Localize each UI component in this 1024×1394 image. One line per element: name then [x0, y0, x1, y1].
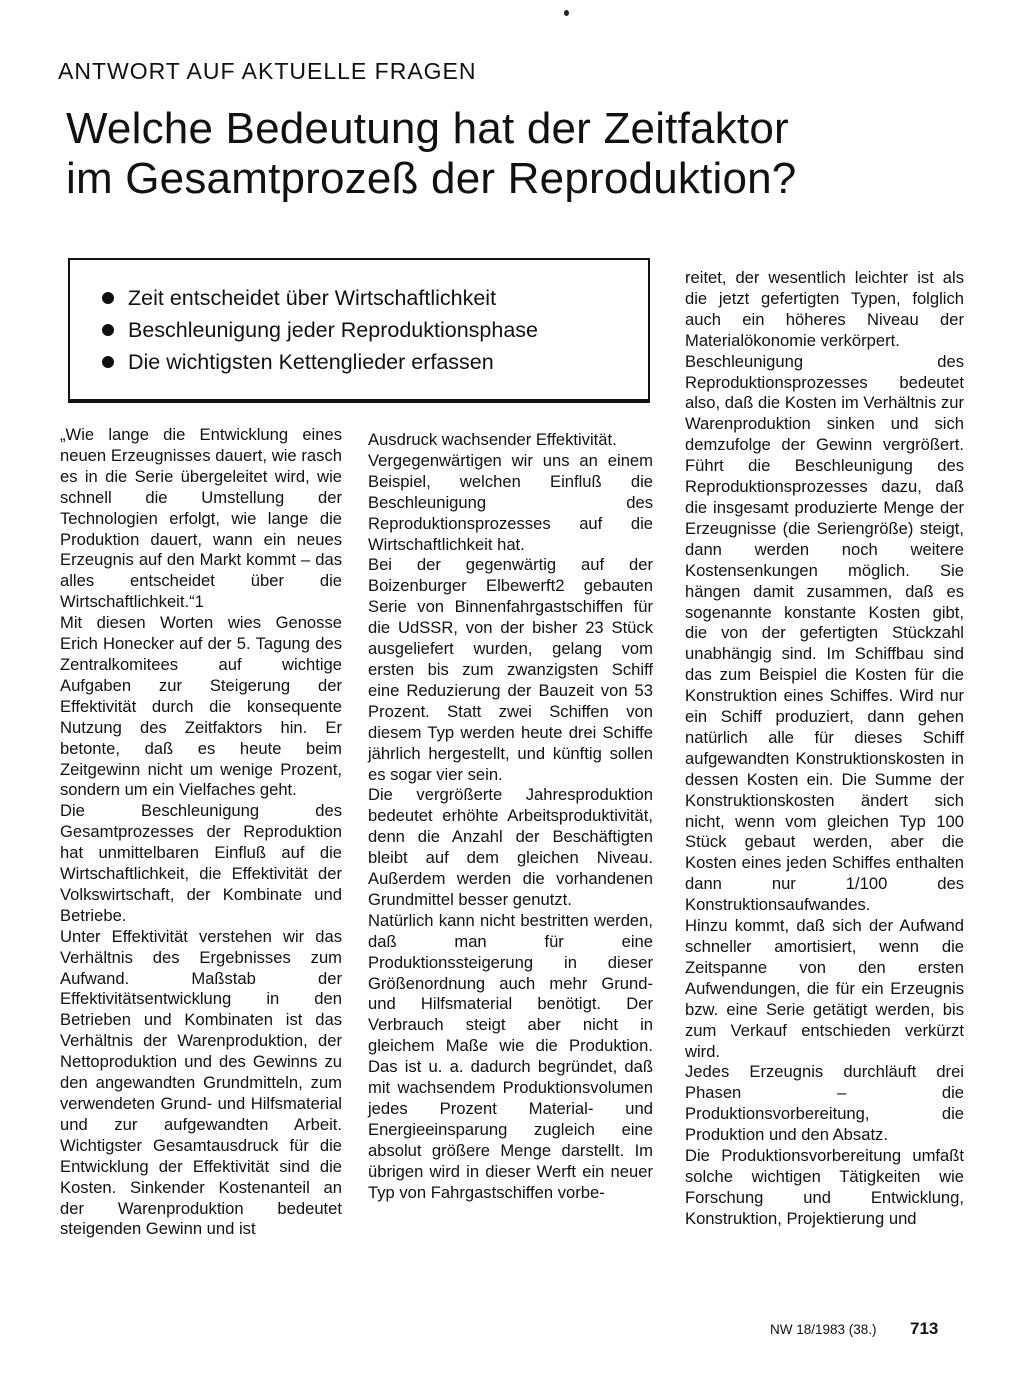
- text-column-1: [60, 425, 342, 1240]
- text-column-3: [685, 268, 964, 1230]
- paragraph: Die Beschleunigung des Gesamtprozesses der Reproduktion hat unmittelbaren Einfluß auf die Wirtschaftlichkeit, die Effektivität der Volkswirtschaft, der Kombinate und Betriebe.: [60, 801, 342, 925]
- highlight-text: Die wichtigsten Kettenglieder erfassen: [128, 349, 494, 374]
- highlight-item: [102, 346, 648, 378]
- bullet-icon: [102, 324, 114, 336]
- article-headline: [66, 104, 966, 204]
- headline-line-2: im Gesamtprozeß der Reproduktion?: [66, 154, 797, 203]
- page-number: 713: [910, 1319, 939, 1338]
- paragraph: Die Produktionsvorbereitung umfaßt solche wichtigen Tätigkeiten wie Forschung und Entwicklung, Konstruktion, Projektierung und: [685, 1146, 964, 1228]
- section-kicker: ANTWORT AUF AKTUELLE FRAGEN: [58, 58, 477, 84]
- bullet-icon: [102, 292, 114, 304]
- paragraph: Bei der gegenwärtig auf der Boizenburger Elbewerft2 gebauten Serie von Binnenfahrgastschiffen für die UdSSR, von der bisher 23 Stück ausgeliefert wurden, gelang vom ersten bis zum zwanzigsten Schiff eine Reduzierung der Bauzeit von 53 Prozent. Statt zwei Schiffen von diesem Typ werden heute drei Schiffe jährlich hergestellt, und künftig sollen es sogar vier sein.: [368, 555, 653, 784]
- highlight-item: [102, 314, 648, 346]
- text-column-2: [368, 430, 653, 1204]
- paragraph: Unter Effektivität verstehen wir das Verhältnis des Ergebnisses zum Aufwand. Maßstab der Effektivitätsentwicklung in den Betrieben und Kombinaten ist das Verhältnis der Warenproduktion, der Nettoproduktion und des Gewinns zu den angewandten Grundmitteln, zum verwendeten Grund- und Hilfsmaterial und zur aufgewandten Arbeit. Wichtigster Gesamtausdruck für die Entwicklung der Effektivität sind die Kosten. Sinkender Kostenanteil an der Warenproduktion bedeutet steigenden Gewinn und ist: [60, 926, 342, 1239]
- print-speck: [564, 10, 569, 16]
- paragraph: Ausdruck wachsender Effektivität.: [368, 430, 617, 449]
- highlight-item: [102, 282, 648, 314]
- paragraph: Jedes Erzeugnis durchläuft drei Phasen – die Produktionsvorbereitung, die Produktion und den Absatz.: [685, 1062, 964, 1145]
- highlight-text: Zeit entscheidet über Wirtschaftlichkeit: [128, 285, 497, 310]
- paragraph: Vergegenwärtigen wir uns an einem Beispiel, welchen Einfluß die Beschleunigung des Reproduktionsprozesses auf die Wirtschaftlichkeit hat.: [368, 450, 653, 554]
- paragraph: Hinzu kommt, daß sich der Aufwand schneller amortisiert, wenn die Zeitspanne von den ersten Aufwendungen, die für ein Erzeugnis bzw. eine Serie getätigt werden, bis zum Verkauf entschieden verkürzt wird.: [685, 916, 964, 1061]
- paragraph: Mit diesen Worten wies Genosse Erich Honecker auf der 5. Tagung des Zentralkomitees auf wichtige Aufgaben zur Steigerung der Effektivität durch die konsequente Nutzung des Zeitfaktors hin. Er betonte, daß es heute beim Zeitgewinn nicht um wenige Prozent, sondern um ein Vielfaches geht.: [60, 613, 342, 800]
- headline-line-1: Welche Bedeutung hat der Zeitfaktor: [66, 104, 789, 153]
- highlight-text: Beschleunigung jeder Reproduktionsphase: [128, 317, 538, 342]
- paragraph: Natürlich kann nicht bestritten werden, daß man für eine Produktionssteigerung in dieser Größenordnung auch mehr Grund- und Hilfsmaterial benötigt. Der Verbrauch steigt aber nicht in gleichem Maße wie die Produktion. Das ist u. a. dadurch begründet, daß mit wachsendem Produktionsvolumen jedes Prozent Material- und Energieeinsparung zugleich eine absolut größere Menge darstellt. Im übrigen wird in dieser Werft ein neuer Typ von Fahrgastschiffen vorbe-: [368, 910, 653, 1202]
- highlights-box: [68, 258, 650, 403]
- paragraph: „Wie lange die Entwicklung eines neuen Erzeugnisses dauert, wie rasch es in die Serie übergeleitet wird, wie schnell die Umstellung der Technologien erfolgt, wie lange die Produktion dauert, wann ein neues Erzeugnis auf den Markt kommt – das alles entscheidet über die Wirtschaftlichkeit.“1: [60, 425, 342, 612]
- paragraph: reitet, der wesentlich leichter ist als die jetzt gefertigten Typen, folglich auch ein höheres Niveau der Materialökonomie verkörpert.: [685, 268, 964, 350]
- paragraph: Die vergrößerte Jahresproduktion bedeutet erhöhte Arbeitsproduktivität, denn die Anzahl der Beschäftigten bleibt auf dem gleichen Niveau. Außerdem werden die vorhandenen Grundmittel besser genutzt.: [368, 785, 653, 909]
- paragraph: Beschleunigung des Reproduktionsprozesses bedeutet also, daß die Kosten im Verhältnis zur Warenproduktion sinken und sich demzufolge der Gewinn vergrößert. Führt die Beschleunigung des Reproduktionsprozesses dazu, daß die insgesamt produzierte Menge der Erzeugnisse (die Seriengröße) steigt, dann werden noch weitere Kostensenkungen möglich. Sie hängen damit zusammen, daß es sogenannte konstante Kosten gibt, die von der gefertigten Stückzahl unabhängig sind. Im Schiffbau sind das zum Beispiel die Kosten für die Konstruktion eines Schiffes. Wird nur ein Schiff produziert, dann gehen natürlich alle für dieses Schiff aufgewandten Konstruktionskosten in dessen Kosten ein. Die Summe der Konstruktionskosten ändert sich nicht, wenn vom gleichen Typ 100 Stück gebaut werden, aber die Kosten eines jeden Schiffes enthalten dann nur 1/100 des Konstruktionsaufwandes.: [685, 351, 964, 915]
- issue-reference: NW 18/1983 (38.): [770, 1322, 877, 1337]
- bullet-icon: [102, 356, 114, 368]
